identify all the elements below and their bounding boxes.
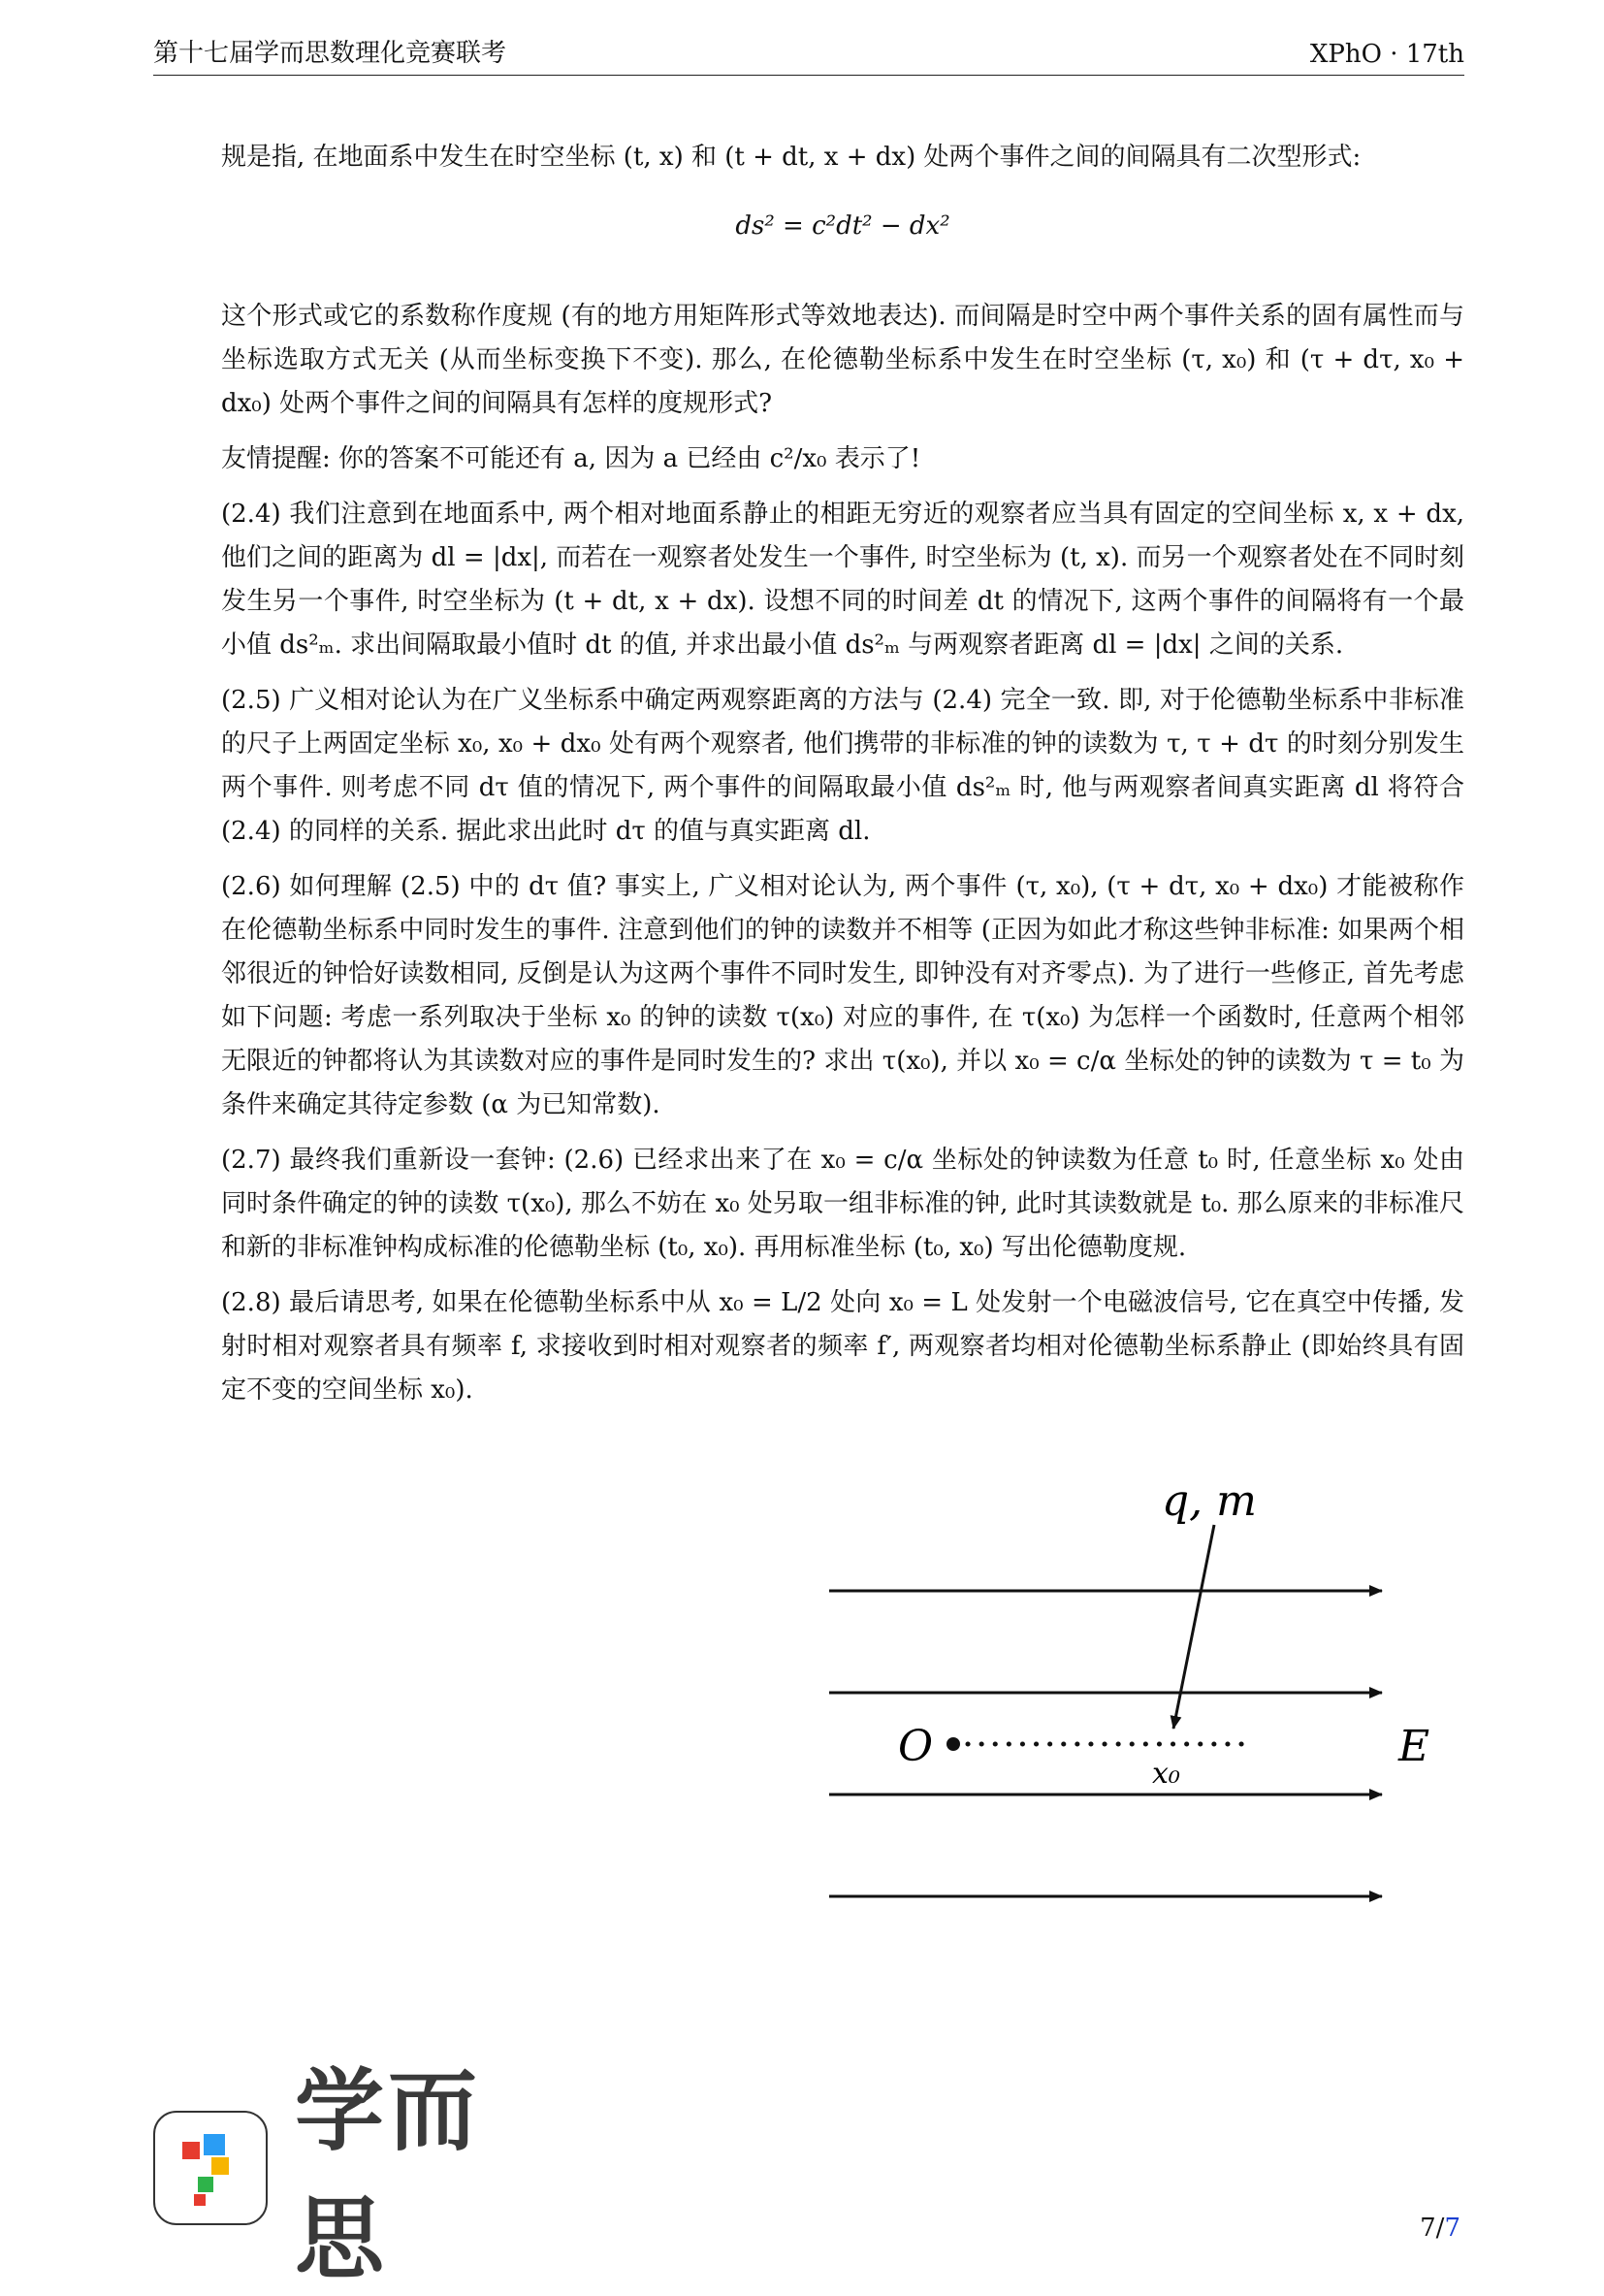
- logo-icon: [153, 2111, 268, 2225]
- page-header: [153, 39, 1464, 76]
- particle-trajectory: [1173, 1525, 1214, 1729]
- equation-interval: ds² = c²dt² − dx²: [735, 211, 950, 241]
- question-2-8: (2.8) 最后请思考, 如果在伦德勒坐标系中从 x₀ = L/2 处向 x₀ = L 处发射一个电磁波信号, 它在真空中传播, 发射时相对观察者具有频率 f, 求接收到时相对观察者的频率 f′, 两观察者均相对伦德勒坐标系静止 (即始终具有固定不变的空间坐标 x₀).: [221, 1288, 1464, 1405]
- question-2-7: (2.7) 最终我们重新设一套钟: (2.6) 已经求出来了在 x₀ = c/α 坐标处的钟读数为任意 t₀ 时, 任意坐标 x₀ 处由同时条件确定的钟的读数 τ(x₀), 那么不妨在 x₀ 处另取一组非标准的钟, 此时其读数就是 t₀. 那么原来的非标准尺和新的非标准钟构成标准的伦德勒坐标 (t₀, x₀). 再用标准坐标 (t₀, x₀) 写出伦德勒度规.: [221, 1146, 1464, 1262]
- main-content: [221, 136, 1464, 1424]
- page-total-link[interactable]: 7: [1444, 2214, 1460, 2243]
- origin-label: O: [898, 1722, 934, 1771]
- origin-point: [946, 1737, 960, 1751]
- hint-text: 友情提醒: 你的答案不可能还有 a, 因为 a 已经由 c²/x₀ 表示了!: [221, 444, 921, 473]
- field-diagram: [795, 1474, 1474, 1979]
- charge-label: q, m: [1162, 1476, 1257, 1526]
- question-2-6: (2.6) 如何理解 (2.5) 中的 dτ 值? 事实上, 广义相对论认为, 两个事件 (τ, x₀), (τ + dτ, x₀ + dx₀) 才能被称作在伦德勒坐标系中同时发生的事件. 注意到他们的钟的读数并不相等 (正因为如此才称这些钟非标准: 如果两个相邻很近的钟恰好读数相同, 反倒是认为这两个事件不同时发生, 即钟没有对齐零点). 为了进行一些修正, 首先考虑如下问题: 考虑一系列取决于坐标 x₀ 的钟的读数 τ(x₀) 对应的事件, 在 τ(x₀) 为怎样一个函数时, 任意两个相邻无限近的钟都将认为其读数对应的事件是同时发生的? 求出 τ(x₀), 并以 x₀ = c/α 坐标处的钟的读数为 τ = t₀ 为条件来确定其待定参数 (α 为已知常数).: [221, 872, 1464, 1119]
- page-current: 7/: [1420, 2214, 1445, 2243]
- brand-logo: [153, 2059, 561, 2291]
- header-title: 第十七届学而思数理化竞赛联考: [153, 39, 507, 68]
- paragraph-metric-question: 这个形式或它的系数称作度规 (有的地方用矩阵形式等效地表达). 而间隔是时空中两个事件关系的固有属性而与坐标选取方式无关 (从而坐标变换下不变). 那么, 在伦德勒坐标系中发生在时空坐标 (τ, x₀) 和 (τ + dτ, x₀ + dx₀) 处两个事件之间的间隔具有怎样的度规形式?: [221, 302, 1464, 418]
- page-number: [1420, 2214, 1460, 2243]
- question-2-5: (2.5) 广义相对论认为在广义坐标系中确定两观察距离的方法与 (2.4) 完全一致. 即, 对于伦德勒坐标系中非标准的尺子上两固定坐标 x₀, x₀ + dx₀ 处有两个观察者, 他们携带的非标准的钟的读数为 τ, τ + dτ 的时刻分别发生两个事件. 则考虑不同 dτ 值的情况下, 两个事件的间隔取最小值 ds²ₘ 时, 他与两观察者间真实距离 dl 将符合 (2.4) 的同样的关系. 据此求出此时 dτ 的值与真实距离 dl.: [221, 686, 1464, 846]
- field-diagram-svg: [795, 1474, 1474, 1979]
- paragraph-metric-intro: 规是指, 在地面系中发生在时空坐标 (t, x) 和 (t + dt, x + dx) 处两个事件之间的间隔具有二次型形式:: [221, 143, 1362, 172]
- header-edition: XPhO · 17th: [1309, 40, 1464, 69]
- x0-label: x₀: [1152, 1757, 1180, 1791]
- logo-text: 学而思: [295, 2059, 482, 2291]
- question-2-4: (2.4) 我们注意到在地面系中, 两个相对地面系静止的相距无穷近的观察者应当具有固定的空间坐标 x, x + dx, 他们之间的距离为 dl = |dx|, 而若在一观察者处发生一个事件, 时空坐标为 (t, x). 而另一个观察者处在不同时刻发生另一个事件, 时空坐标为 (t + dt, x + dx). 设想不同的时间差 dt 的情况下, 这两个事件的间隔将有一个最小值 ds²ₘ. 求出间隔取最小值时 dt 的值, 并求出最小值 ds²ₘ 与两观察者距离 dl = |dx| 之间的关系.: [221, 500, 1464, 660]
- field-label: E: [1398, 1722, 1430, 1771]
